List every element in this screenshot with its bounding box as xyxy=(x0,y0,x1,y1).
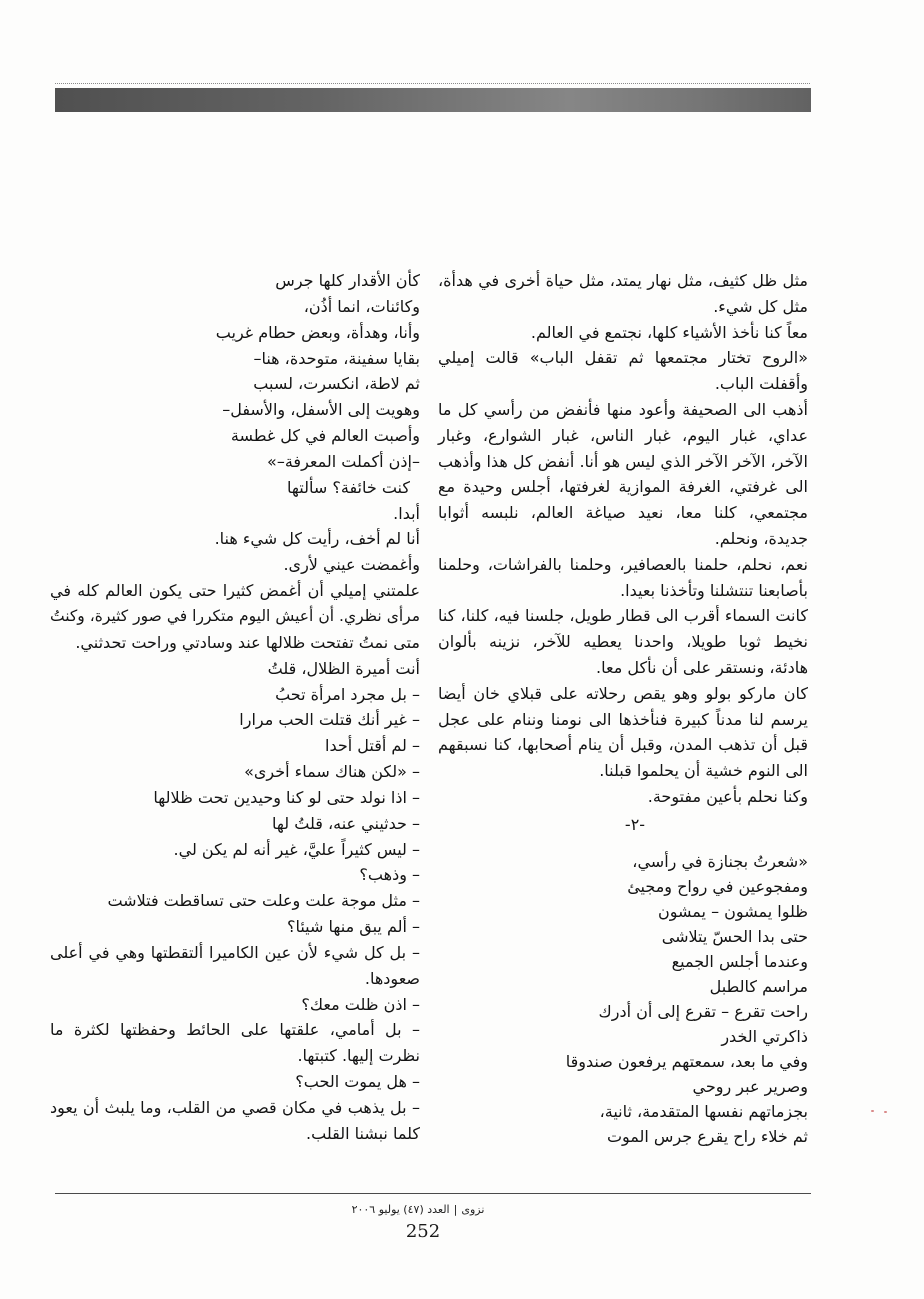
text-line: صعودها. xyxy=(364,968,420,988)
poem-line: مراسم كالطبل xyxy=(709,976,808,996)
text-line: يرسم لنا مدناً كبيرة فنأخذها الى نومنا وننام على عجل xyxy=(438,709,808,729)
text-line: وأقفلت الباب. xyxy=(714,374,808,394)
text-line: هادئة، ونستقر على أن نأكل معا. xyxy=(596,657,808,677)
text-line: وأغمضت عيني لأرى. xyxy=(283,555,420,575)
paragraph xyxy=(50,914,420,940)
text-line: – غير أنك قتلت الحب مرارا xyxy=(239,710,420,730)
poem-line: وفي ما بعد، سمعتهم يرفعون صندوقا xyxy=(565,1051,808,1071)
paragraph xyxy=(438,320,808,346)
text-line: كلما نبشنا القلب. xyxy=(306,1123,420,1143)
paragraph xyxy=(50,578,420,656)
text-line: كانت السماء أقرب الى قطار طويل، جلسنا فيه، كلنا، كنا xyxy=(438,606,808,626)
poem-line: وأصبت العالم في كل غطسة xyxy=(230,426,420,446)
text-line: مرأى نظري. أن أعيش اليوم متكررا في صور كثيرة، وكنتُ xyxy=(50,606,420,625)
poem-line: ثم لاطة، انكسرت، لسبب xyxy=(253,374,420,394)
text-line: – مثل موجة علت وعلت حتى تساقطت فتلاشت xyxy=(107,891,420,911)
text-line: الى غرفتي، الغرفة الموازية لغرفتها، أجلس وحيدة مع xyxy=(438,477,808,497)
poem-line: كأن الأقدار كلها جرس xyxy=(275,271,420,290)
text-line: الآخر، الآخر الآخر الذي ليس هو أنا. أنفض كل هذا وأذهب xyxy=(438,451,808,471)
text-line: الى النوم خشية أن يحلموا قبلنا. xyxy=(599,761,808,781)
poem-block xyxy=(50,268,420,475)
header-dotted-rule xyxy=(55,83,810,84)
poem-line: «شعرتُ بجنازة في رأسي، xyxy=(632,851,808,871)
text-line: – بل مجرد امرأة تحبُ xyxy=(275,684,420,704)
issue-info: العدد (٤٧) يوليو ٢٠٠٦ xyxy=(351,1203,450,1216)
paragraph xyxy=(50,552,420,578)
header-bar xyxy=(55,88,811,112)
text-line: – هل يموت الحب؟ xyxy=(295,1072,420,1092)
text-line: – ألم يبق منها شيئا؟ xyxy=(286,917,420,937)
scan-artifact xyxy=(884,1111,887,1113)
paragraph xyxy=(50,526,420,552)
text-line: نخيط ثوبا طويلا، واحدنا يعطيه للآخر، نزينه بألوان xyxy=(438,632,808,652)
poem-line: راحت تقرع – تقرع إلى أن أدرك xyxy=(598,1001,808,1021)
page-number: 252 xyxy=(405,1221,441,1242)
text-line: – وذهب؟ xyxy=(359,865,420,885)
section-marker: -٢- xyxy=(624,814,646,834)
paragraph xyxy=(50,682,420,708)
prose-block xyxy=(438,268,808,810)
paragraph xyxy=(50,759,420,785)
text-line: كنت خائفة؟ سألتها xyxy=(287,477,410,497)
text-line: كان ماركو بولو وهو يقص رحلاته على قبلاي خان أيضا xyxy=(438,683,808,703)
text-line: معاً كنا نأخذ الأشياء كلها، نجتمع في العالم. xyxy=(530,322,808,342)
paragraph xyxy=(50,733,420,759)
poem-line: وصرير عبر روحي xyxy=(692,1076,808,1096)
paragraph xyxy=(50,862,420,888)
scan-artifact xyxy=(871,1110,874,1112)
poem-line: ذاكرتي الخدر xyxy=(721,1026,808,1046)
text-line: مثل كل شيء. xyxy=(713,296,808,316)
text-line: – بل أمامي، علقتها على الحائط وحفظتها لكثرة ما xyxy=(50,1020,420,1040)
paragraph xyxy=(438,397,808,552)
paragraph xyxy=(438,784,808,810)
paragraph xyxy=(50,656,420,682)
footer-separator: | xyxy=(453,1203,458,1216)
paragraph xyxy=(50,707,420,733)
paragraph xyxy=(438,603,808,680)
text-line: مجتمعي، كلنا معا، نعيد صياغة العالم، نلبسه أثوابا xyxy=(438,503,808,523)
magazine-name: نزوى xyxy=(461,1203,485,1216)
text-line: – اذا نولد حتى لو كنا وحيدين تحت ظلالها xyxy=(153,787,420,807)
paragraph xyxy=(438,681,808,784)
column-right xyxy=(438,268,808,1149)
text-line: نعم، نحلم، حلمنا بالعصافير، وحلمنا بالفراشات، وحلمنا xyxy=(438,554,808,574)
paragraph xyxy=(50,837,420,863)
text-line: – ليس كثيراً عليَّ، غير أنه لم يكن لي. xyxy=(173,839,420,859)
paragraph xyxy=(50,888,420,914)
text-line: – حدثيني عنه، قلتُ لها xyxy=(272,813,420,833)
text-line: – بل كل شيء لأن عين الكاميرا ألتقطتها وهي في أعلى xyxy=(50,942,420,962)
poem-line: وأنا، وهدأة، وبعض حطام غريب xyxy=(215,322,420,342)
paragraph xyxy=(50,475,420,501)
paragraph xyxy=(50,501,420,527)
poem-line: وكائنات، انما أذُن، xyxy=(303,296,420,316)
text-line: بأصابعنا تنتشلنا وتأخذنا بعيدا. xyxy=(620,580,808,600)
paragraph xyxy=(50,785,420,811)
prose-block xyxy=(50,475,420,1147)
paragraph xyxy=(50,940,420,992)
poem-line: –إذن أكملت المعرفة–» xyxy=(267,451,420,471)
paragraph xyxy=(50,811,420,837)
poem-line: ثم خلاء راح يقرع جرس الموت xyxy=(606,1126,808,1146)
text-line: – «لكن هناك سماء أخرى» xyxy=(244,762,420,782)
column-left xyxy=(50,268,420,1147)
poem-line: وهويت إلى الأسفل، والأسفل– xyxy=(222,400,420,420)
text-line: أبدا. xyxy=(393,503,420,523)
paragraph xyxy=(50,992,420,1018)
text-line: جديدة، ونحلم. xyxy=(714,528,808,548)
text-line: مثل ظل كثيف، مثل نهار يمتد، مثل حياة أخرى في هدأة، xyxy=(438,271,808,290)
paragraph xyxy=(438,268,808,320)
text-line: علمتني إميلي أن أغمض كثيرا حتى يكون العالم كله في xyxy=(50,581,420,601)
text-line: قبل أن تذهب المدن، وقبل أن ينام أصحابها، كنا نسبقهم xyxy=(438,735,808,755)
footer-issue-line xyxy=(318,1202,518,1218)
poem-line: بقايا سفينة، متوحدة، هنا– xyxy=(253,348,420,368)
text-line: أنت أميرة الظلال، قلتُ xyxy=(267,658,420,678)
paragraph xyxy=(438,345,808,397)
text-line: عداي، غبار اليوم، غبار الناس، غبار الشوارع، وغبار xyxy=(438,425,808,445)
text-line: – اذن ظلت معك؟ xyxy=(301,994,420,1014)
paragraph xyxy=(50,1095,420,1147)
text-line: – لم أقتل أحدا xyxy=(325,736,420,756)
poem-block xyxy=(438,849,808,1149)
footer-rule xyxy=(55,1193,811,1194)
text-line: متى نمتُ تفتحت ظلالها عند وسادتي وراحت تحدثني. xyxy=(75,632,420,652)
poem-line: ظلوا يمشون – يمشون xyxy=(658,901,808,921)
text-line: أنا لم أخف، رأيت كل شيء هنا. xyxy=(214,529,420,549)
poem-line: حتى بدا الحسّ يتلاشى xyxy=(661,926,808,946)
text-line: نظرت إليها. كتبتها. xyxy=(297,1046,420,1066)
text-line: – بل يذهب في مكان قصي من القلب، وما يلبث أن يعود xyxy=(50,1098,420,1117)
poem-line: ومفجوعين في رواح ومجيئ xyxy=(627,876,808,896)
poem-line: بجزماتهم نفسها المتقدمة، ثانية، xyxy=(599,1101,808,1121)
text-line: أذهب الى الصحيفة وأعود منها فأنفض من رأسي كل ما xyxy=(438,399,808,419)
text-line: «الروح تختار مجتمعها ثم تقفل الباب» قالت إميلي xyxy=(438,348,808,368)
paragraph xyxy=(50,1017,420,1069)
poem-line: وعندما أجلس الجميع xyxy=(671,951,808,971)
paragraph xyxy=(50,1069,420,1095)
paragraph xyxy=(438,552,808,604)
text-line: وكنا نحلم بأعين مفتوحة. xyxy=(647,786,808,806)
